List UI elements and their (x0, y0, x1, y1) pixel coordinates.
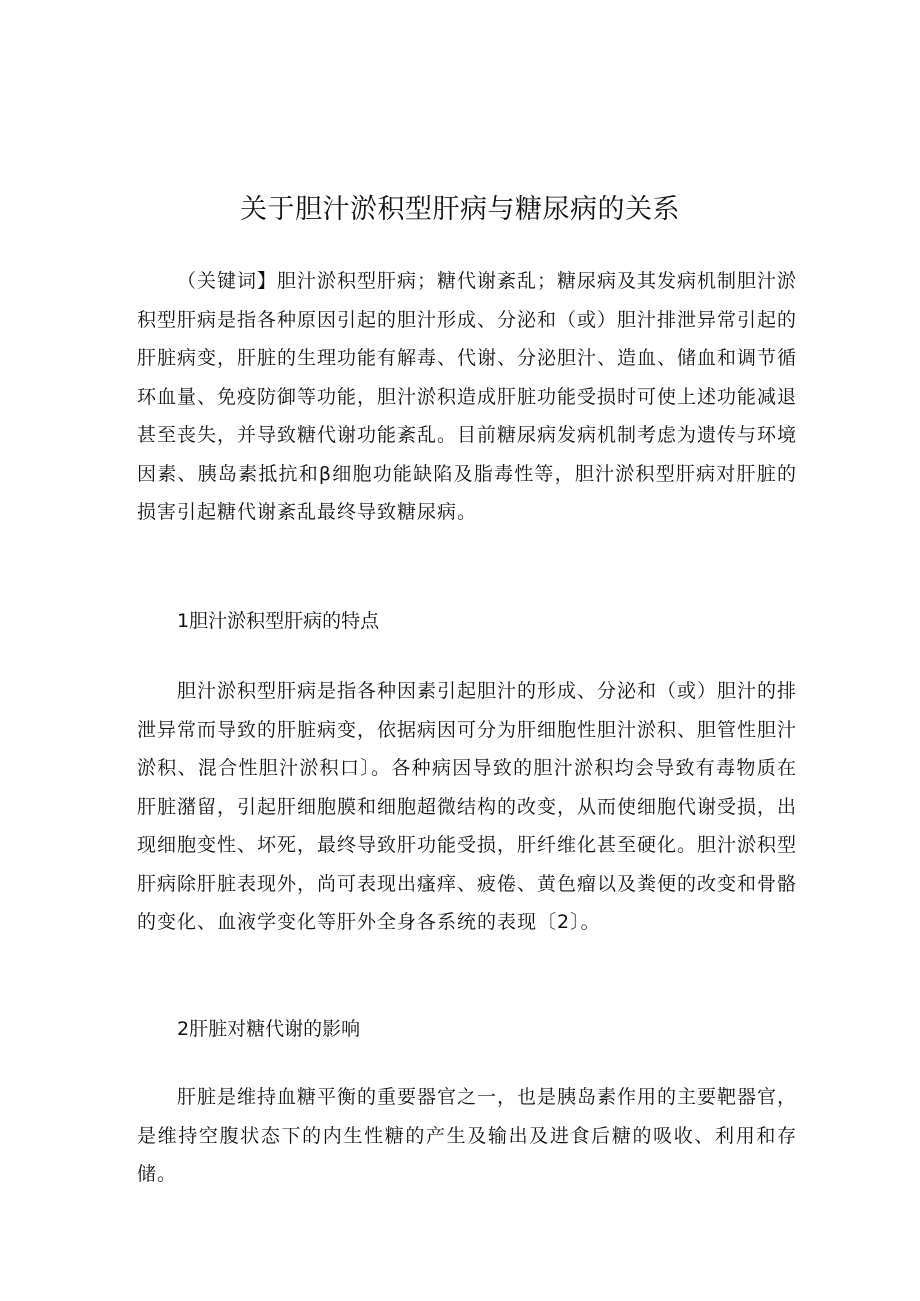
section-2-heading: 2肝脏对糖代谢的影响 (177, 1018, 361, 1040)
document-title: 关于胆汁淤积型肝病与糖尿病的关系 (240, 194, 680, 225)
intro-paragraph: （关键词】胆汁淤积型肝病；糖代谢紊乱；糖尿病及其发病机制胆汁淤积型肝病是指各种原因引起的胆汁形成、分泌和（或）胆汁排泄异常引起的肝脏病变，肝脏的生理功能有解毒、代谢、分泌胆汁、造血、储血和调节循环血量、免疫防御等功能，胆汁淤积造成肝脏功能受损时可使上述功能减退甚至丧失，并导致糖代谢功能紊乱。目前糖尿病发病机制考虑为遗传与环境因素、胰岛素抵抗和β细胞功能缺陷及脂毒性等，胆汁淤积型肝病对肝脏的损害引起糖代谢紊乱最终导致糖尿病。 (137, 270, 798, 523)
section-2-paragraph: 肝脏是维持血糖平衡的重要器官之一，也是胰岛素作用的主要靶器官，是维持空腹状态下的内生性糖的产生及输出及进食后糖的吸收、利用和存储。 (137, 1086, 798, 1185)
section-1-paragraph: 胆汁淤积型肝病是指各种因素引起胆汁的形成、分泌和（或）胆汁的排泄异常而导致的肝脏病变，依据病因可分为肝细胞性胆汁淤积、胆管性胆汁淤积、混合性胆汁淤积口〕。各种病因导致的胆汁淤积均会导致有毒物质在肝脏潴留，引起肝细胞膜和细胞超微结构的改变，从而使细胞代谢受损，出现细胞变性、坏死，最终导致肝功能受损，肝纤维化甚至硬化。胆汁淤积型肝病除肝脏表现外，尚可表现出瘙痒、疲倦、黄色瘤以及粪便的改变和骨骼的变化、血液学变化等肝外全身各系统的表现〔2〕。 (137, 680, 798, 933)
section-1-heading: 1胆汁淤积型肝病的特点 (177, 610, 380, 632)
